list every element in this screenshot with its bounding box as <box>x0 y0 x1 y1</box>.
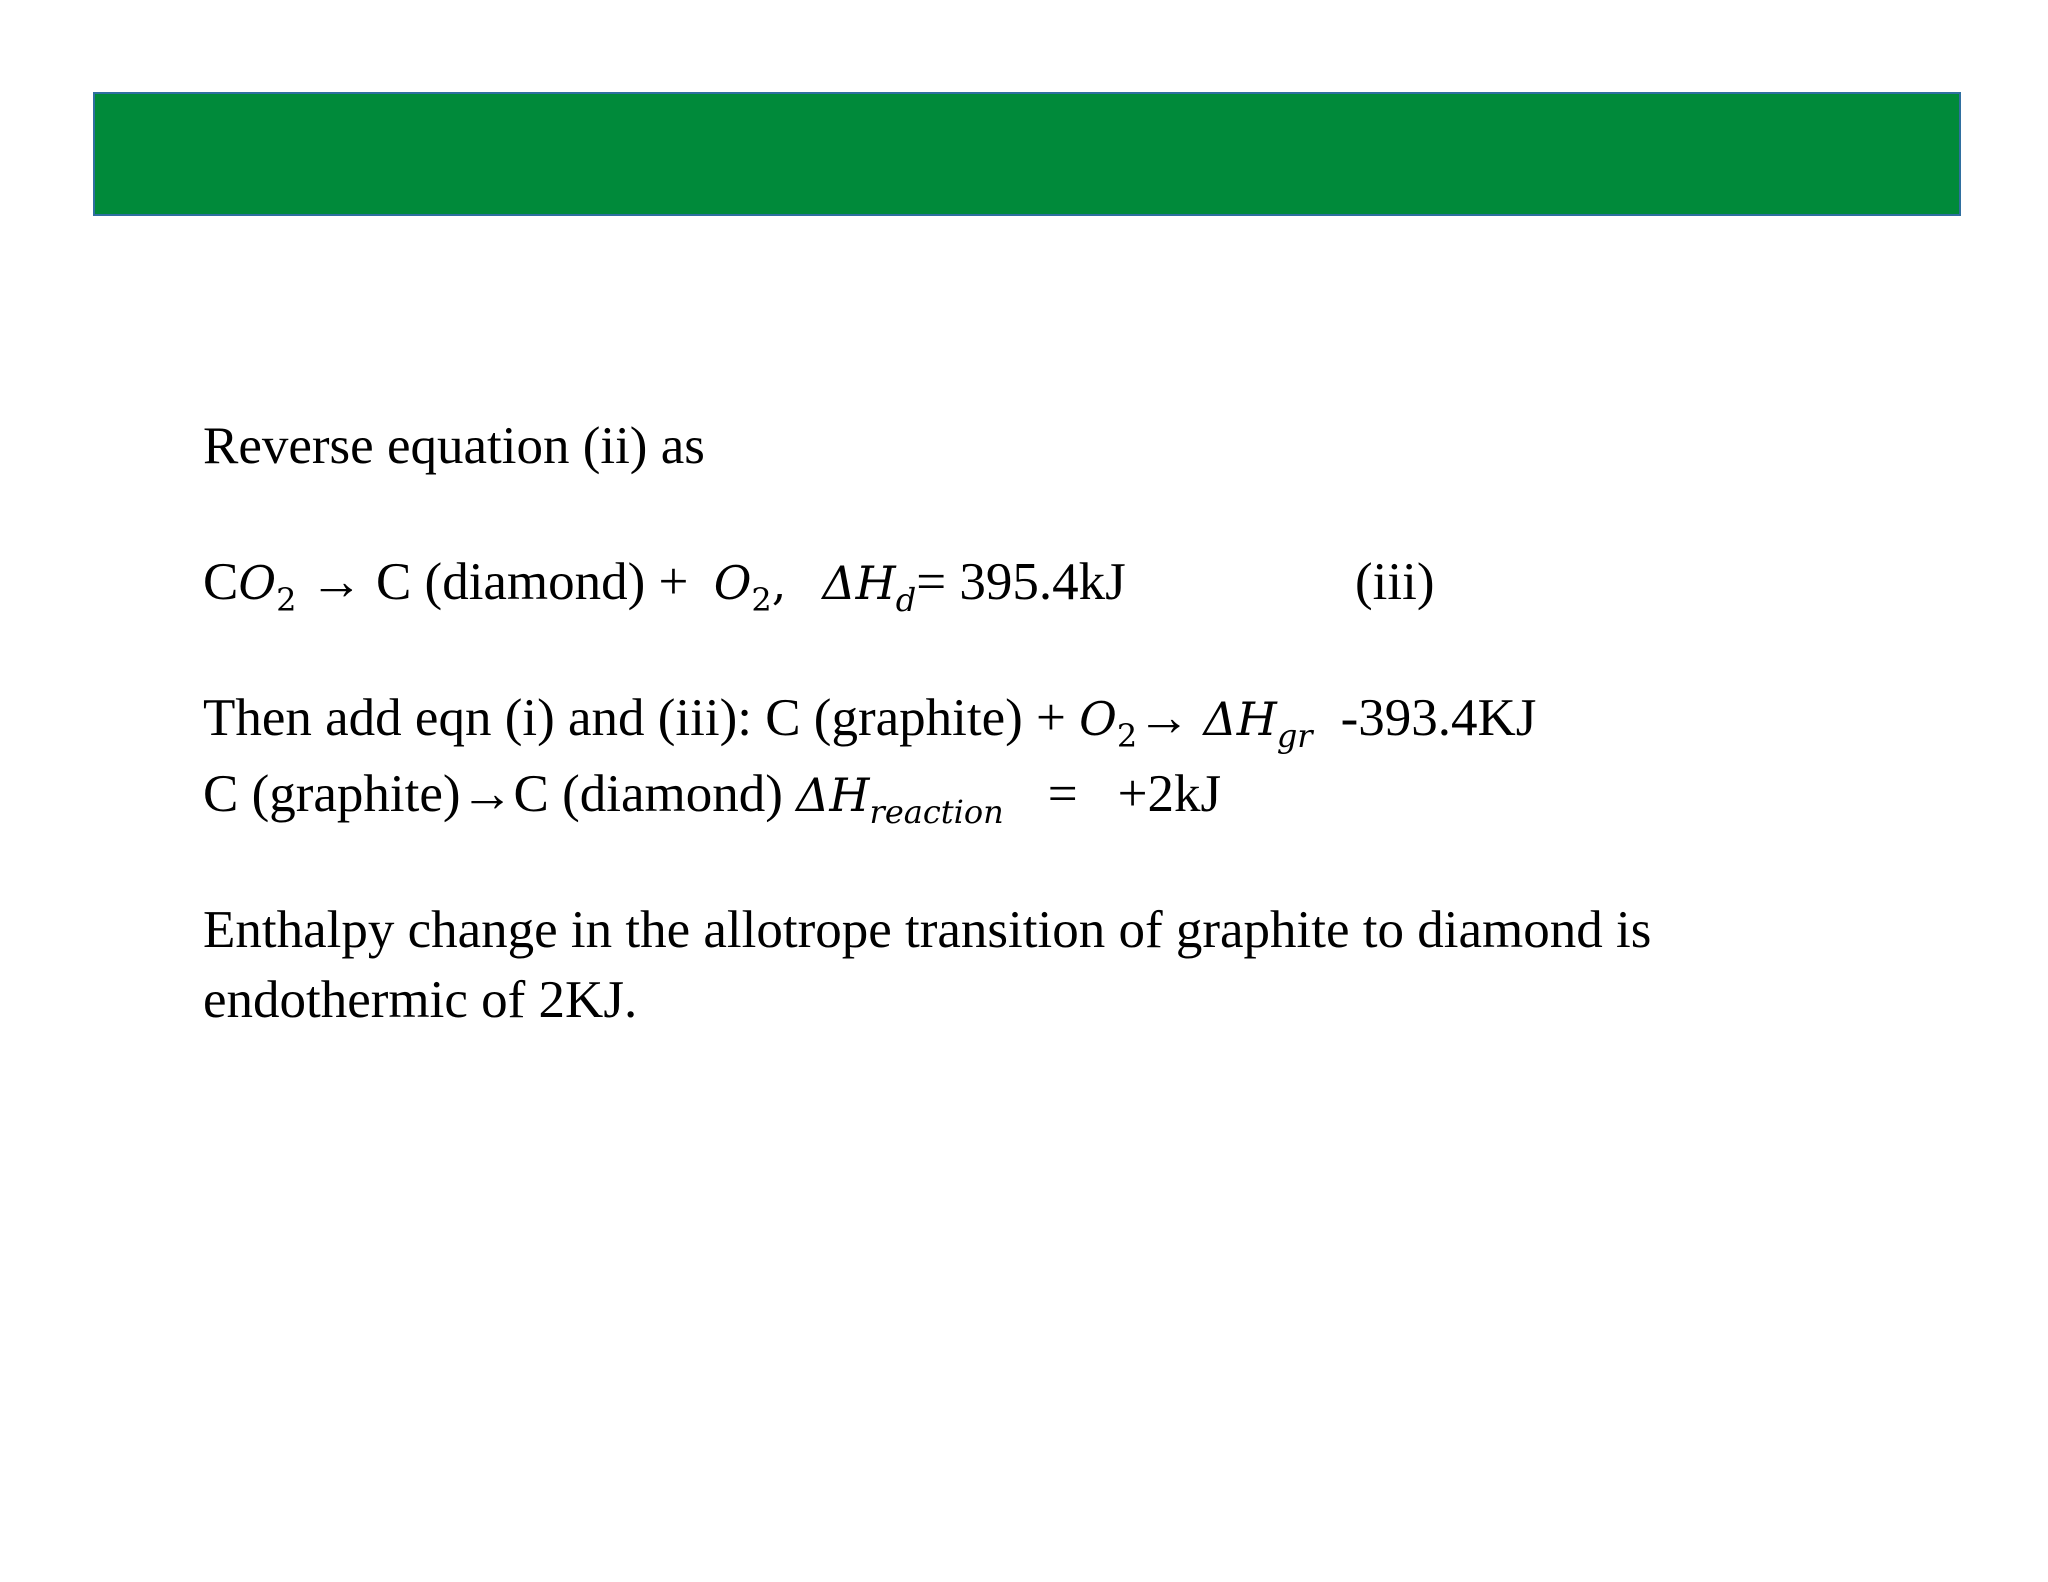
equation-label: (iii) <box>1355 553 1435 611</box>
conclusion-text-2: endothermic of 2KJ. <box>203 971 638 1029</box>
sum-text: Then add eqn (i) and (iii): C (graphite) + <box>203 689 1080 747</box>
equals-sign: = <box>1047 765 1078 823</box>
delta-h-value: = 395.4kJ <box>916 553 1126 611</box>
oxygen2-subscript: 2 <box>751 581 772 619</box>
result-text: C (graphite)→C (diamond) <box>203 765 797 823</box>
conclusion-text-1: Enthalpy change in the allotrope transition of graphite to diamond is <box>203 901 1652 959</box>
oxygen2-symbol: O <box>713 556 752 610</box>
delta-h-symbol: ΔH <box>796 768 870 822</box>
arrow: → <box>1137 689 1204 747</box>
delta-h-symbol: ΔH <box>822 556 896 610</box>
carbon-symbol: C <box>203 553 239 611</box>
oxygen-symbol: O <box>238 556 277 610</box>
conclusion-line-2 <box>203 971 638 1029</box>
delta-h-symbol: ΔH <box>1203 692 1277 746</box>
reaction-arrow-text: → C (diamond) + <box>296 553 702 611</box>
delta-h-subscript: d <box>895 581 917 619</box>
oxygen-subscript: 2 <box>276 581 297 619</box>
conclusion-line-1 <box>203 901 1652 959</box>
delta-h-value: -393.4KJ <box>1340 689 1537 747</box>
intro-text: Reverse equation (ii) as <box>203 417 705 475</box>
equation-iii <box>203 553 1435 619</box>
delta-h-subscript: gr <box>1276 717 1313 755</box>
sum-line <box>203 689 1537 755</box>
oxygen-symbol: O <box>1079 692 1117 746</box>
delta-h-subscript: reaction <box>869 793 1004 831</box>
result-value: +2kJ <box>1117 765 1222 823</box>
title-bar <box>93 92 1961 216</box>
comma: , <box>771 556 787 610</box>
oxygen-subscript: 2 <box>1116 717 1138 755</box>
intro-line <box>203 417 705 475</box>
result-line <box>203 765 1222 831</box>
